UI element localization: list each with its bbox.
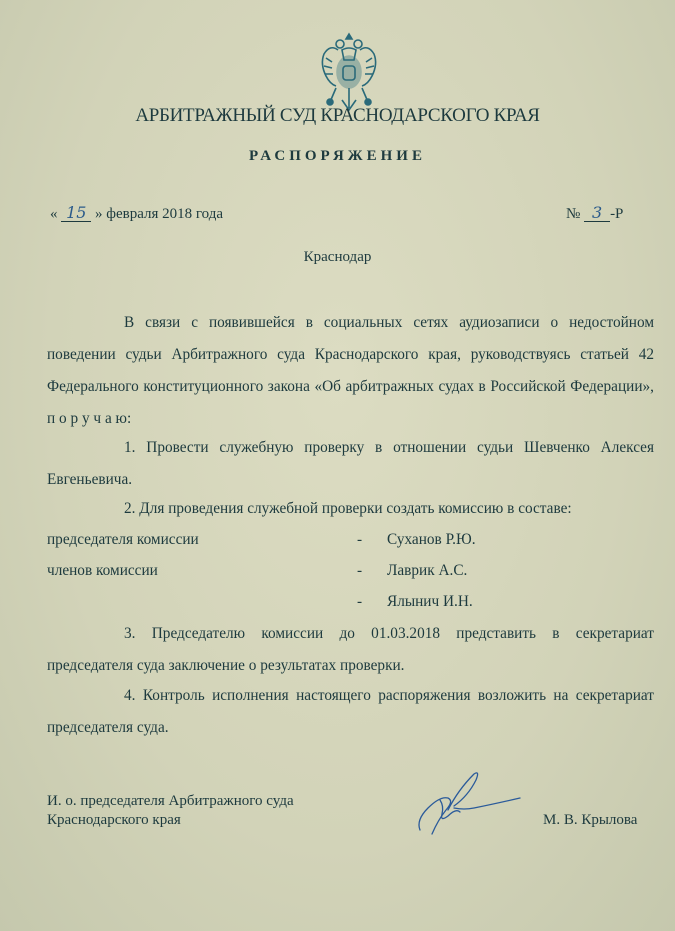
number-suffix: -Р bbox=[610, 206, 624, 222]
commission-member-name: Суханов Р.Ю. bbox=[387, 531, 476, 548]
commission-dash: - bbox=[357, 562, 363, 579]
handwritten-signature bbox=[410, 770, 530, 840]
commission-member-name: Лаврик А.С. bbox=[387, 562, 468, 579]
commission-member-name: Ялынич И.Н. bbox=[387, 593, 473, 610]
city: Краснодар bbox=[303, 249, 372, 265]
signer-position bbox=[47, 792, 294, 830]
commission-list bbox=[47, 524, 647, 617]
signer-position-line-1: И. о. председателя Арбитражного суда bbox=[47, 793, 294, 809]
commission-dash: - bbox=[357, 593, 363, 610]
date-open-quote: « bbox=[50, 206, 58, 222]
document-date bbox=[50, 205, 223, 223]
item-4: 4. Контроль исполнения настоящего распоряжения возложить на секретариат председателя суда. bbox=[47, 687, 654, 736]
commission-role: председателя комиссии bbox=[47, 531, 199, 548]
document-number bbox=[566, 205, 623, 223]
commission-row bbox=[47, 555, 647, 586]
number-prefix: № bbox=[566, 206, 581, 222]
date-rest: » февраля 2018 года bbox=[95, 206, 224, 222]
coat-of-arms-icon bbox=[318, 30, 380, 116]
item-1: 1. Провести служебную проверку в отношении судьи Шевченко Алексея Евгеньевича. bbox=[47, 439, 654, 488]
date-day-handwritten: 15 bbox=[61, 205, 91, 222]
commission-row bbox=[47, 586, 647, 617]
document-type-title: РАСПОРЯЖЕНИЕ bbox=[249, 148, 426, 164]
intro-paragraph: В связи с появившейся в социальных сетях аудиозаписи о недостойном поведении судьи Арбитражного суда Краснодарского края, руководствуясь статьей 42 Федерального конституционного закона «Об арбитражных судах в Российской Федерации», п о р у ч а ю: bbox=[47, 314, 654, 427]
court-name: АРБИТРАЖНЫЙ СУД КРАСНОДАРСКОГО КРАЯ bbox=[135, 105, 540, 126]
commission-dash: - bbox=[357, 531, 363, 548]
signer-position-line-2: Краснодарского края bbox=[47, 812, 181, 828]
item-2: 2. Для проведения служебной проверки создать комиссию в составе: bbox=[124, 500, 572, 517]
number-handwritten: 3 bbox=[584, 205, 610, 222]
commission-role: членов комиссии bbox=[47, 562, 158, 579]
item-3: 3. Председателю комиссии до 01.03.2018 представить в секретариат председателя суда заключение о результатах проверки. bbox=[47, 625, 654, 674]
signer-name: М. В. Крылова bbox=[543, 812, 638, 828]
commission-row bbox=[47, 524, 647, 555]
